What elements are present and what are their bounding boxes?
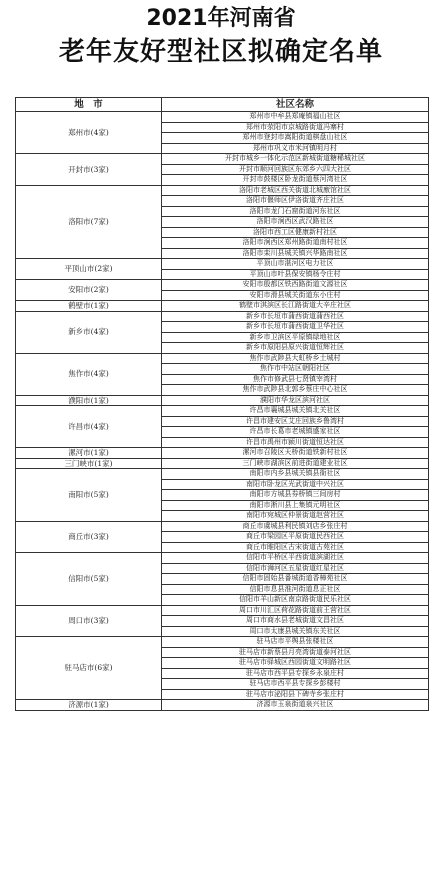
community-cell: 济源市玉泉街道泉兴社区	[162, 700, 429, 711]
community-cell: 南阳市卧龙区光武街道中兴社区	[162, 479, 429, 490]
table-row	[16, 637, 429, 648]
city-cell: 洛阳市(7家)	[16, 185, 162, 259]
community-cell: 南阳市淅川县上集镇元明社区	[162, 500, 429, 511]
document-title-line2: 老年友好型社区拟确定名单	[58, 37, 383, 67]
community-cell: 南阳市方城县券桥镇三间房村	[162, 490, 429, 501]
community-cell: 驻马店市西平县专探乡彭楼村	[162, 679, 429, 690]
community-cell: 郑州市荥阳市京城路街道冯寨村	[162, 122, 429, 133]
header-city: 地 市	[16, 98, 162, 112]
community-cell: 洛阳市偃师区伊洛街道齐庄社区	[162, 196, 429, 207]
community-cell: 濮阳市华龙区滨河社区	[162, 395, 429, 406]
city-cell: 鹤壁市(1家)	[16, 301, 162, 312]
community-cell: 驻马店市新蔡县月亮湾街道泰河社区	[162, 647, 429, 658]
community-cell: 洛阳市龙门石窟街道河东社区	[162, 206, 429, 217]
community-cell: 安阳市滑县城关街道东小庄村	[162, 290, 429, 301]
community-cell: 洛阳市栾川县城关镇兴华路南社区	[162, 248, 429, 259]
community-cell: 许昌市长葛市老城镇盛家社区	[162, 427, 429, 438]
community-cell: 新乡市原阳县原兴街道恒辉社区	[162, 343, 429, 354]
header-community: 社区名称	[162, 98, 429, 112]
table-row	[16, 259, 429, 270]
community-cell: 郑州市登封市嵩阳街道棋盘山社区	[162, 133, 429, 144]
table-row	[16, 521, 429, 532]
community-cell: 周口市商水县老城街道文昌社区	[162, 616, 429, 627]
table-row	[16, 311, 429, 322]
community-cell: 安阳市殷都区铁西路街道文源社区	[162, 280, 429, 291]
community-cell: 洛阳市西工区健康新村社区	[162, 227, 429, 238]
community-cell: 周口市川汇区荷花路街道前王营社区	[162, 605, 429, 616]
community-cell: 驻马店市驿城区西园街道文明路社区	[162, 658, 429, 669]
table-row	[16, 280, 429, 291]
community-cell: 新乡市长垣市蒲西街道卫华社区	[162, 322, 429, 333]
community-cell: 三门峡市湖滨区前进街道建业社区	[162, 458, 429, 469]
community-cell: 商丘市睢阳区古宋街道古苑社区	[162, 542, 429, 553]
city-cell: 开封市(3家)	[16, 154, 162, 186]
community-cell: 洛阳市老城区西关街道北城廒馆社区	[162, 185, 429, 196]
city-cell: 信阳市(5家)	[16, 553, 162, 606]
community-cell: 鹤壁市淇滨区长江路街道大辛庄社区	[162, 301, 429, 312]
table-row	[16, 406, 429, 417]
community-cell: 平顶山市湛河区电力社区	[162, 259, 429, 270]
table-body	[16, 112, 429, 711]
community-cell: 平顶山市叶县保安镇杨令庄村	[162, 269, 429, 280]
community-cell: 焦作市武陟县大虹桥乡土城村	[162, 353, 429, 364]
community-cell: 南阳市宛城区仲景街道赵营社区	[162, 511, 429, 522]
city-cell: 安阳市(2家)	[16, 280, 162, 301]
table-row	[16, 469, 429, 480]
table-row	[16, 553, 429, 564]
community-cell: 许昌市禹州市颍川街道恒达社区	[162, 437, 429, 448]
community-cell: 商丘市梁园区平原街道民西社区	[162, 532, 429, 543]
community-cell: 驻马店市泌阳县下碑寺乡张庄村	[162, 689, 429, 700]
community-cell: 焦作市修武县七贤镇宰湾村	[162, 374, 429, 385]
community-cell: 焦作市中站区朝阳社区	[162, 364, 429, 375]
community-cell: 信阳市固始县番城街道香樟苑社区	[162, 574, 429, 585]
table-row	[16, 353, 429, 364]
community-cell: 信阳市平桥区平西街道滨湖社区	[162, 553, 429, 564]
table-row	[16, 112, 429, 123]
community-cell: 焦作市武陟县北郭乡蔡庄中心社区	[162, 385, 429, 396]
community-cell: 开封市顺河回族区东郊乡六四大社区	[162, 164, 429, 175]
city-cell: 许昌市(4家)	[16, 406, 162, 448]
city-cell: 郑州市(4家)	[16, 112, 162, 154]
community-cell: 漯河市召陵区天桥街道铁新村社区	[162, 448, 429, 459]
community-list-table	[15, 97, 429, 711]
city-cell: 周口市(3家)	[16, 605, 162, 637]
community-cell: 南阳市内乡县城关镇县衙社区	[162, 469, 429, 480]
city-cell: 驻马店市(6家)	[16, 637, 162, 700]
community-cell: 信阳市浉河区五星街道红星社区	[162, 563, 429, 574]
city-cell: 济源市(1家)	[16, 700, 162, 711]
table-row	[16, 448, 429, 459]
table-row	[16, 185, 429, 196]
city-cell: 焦作市(4家)	[16, 353, 162, 395]
community-cell: 郑州市巩义市米河镇明月村	[162, 143, 429, 154]
community-cell: 新乡市卫滨区平原镇绿地社区	[162, 332, 429, 343]
table-row	[16, 301, 429, 312]
city-cell: 新乡市(4家)	[16, 311, 162, 353]
community-cell: 信阳市息县淮河街道息正社区	[162, 584, 429, 595]
community-cell: 驻马店市平舆县张楼社区	[162, 637, 429, 648]
city-cell: 濮阳市(1家)	[16, 395, 162, 406]
city-cell: 平顶山市(2家)	[16, 259, 162, 280]
community-cell: 新乡市长垣市蒲西街道蒲西社区	[162, 311, 429, 322]
city-cell: 南阳市(5家)	[16, 469, 162, 522]
city-cell: 漯河市(1家)	[16, 448, 162, 459]
community-cell: 开封市城乡一体化示范区新城街道糖稀城社区	[162, 154, 429, 165]
community-cell: 洛阳市涧西区武汉路社区	[162, 217, 429, 228]
city-cell: 商丘市(3家)	[16, 521, 162, 553]
community-cell: 周口市太康县城关镇东关社区	[162, 626, 429, 637]
table-header-row	[16, 98, 429, 112]
document-title-line1: 2021年河南省	[146, 6, 296, 31]
table-row	[16, 605, 429, 616]
community-cell: 洛阳市涧西区郑州路街道南村社区	[162, 238, 429, 249]
table-row	[16, 458, 429, 469]
table-row	[16, 700, 429, 711]
table-row	[16, 395, 429, 406]
community-cell: 驻马店市西平县专探乡永泉庄村	[162, 668, 429, 679]
community-cell: 郑州市中牟县郑庵镇福山社区	[162, 112, 429, 123]
community-cell: 许昌市建安区艾庄回族乡鲁湾村	[162, 416, 429, 427]
community-cell: 开封市鼓楼区卧龙街道蔡河湾社区	[162, 175, 429, 186]
community-cell: 商丘市虞城县利民镇刘店乡张庄村	[162, 521, 429, 532]
community-cell: 许昌市襄城县城关镇北关社区	[162, 406, 429, 417]
city-cell: 三门峡市(1家)	[16, 458, 162, 469]
community-cell: 信阳市羊山新区南京路街道民乐社区	[162, 595, 429, 606]
table-row	[16, 154, 429, 165]
